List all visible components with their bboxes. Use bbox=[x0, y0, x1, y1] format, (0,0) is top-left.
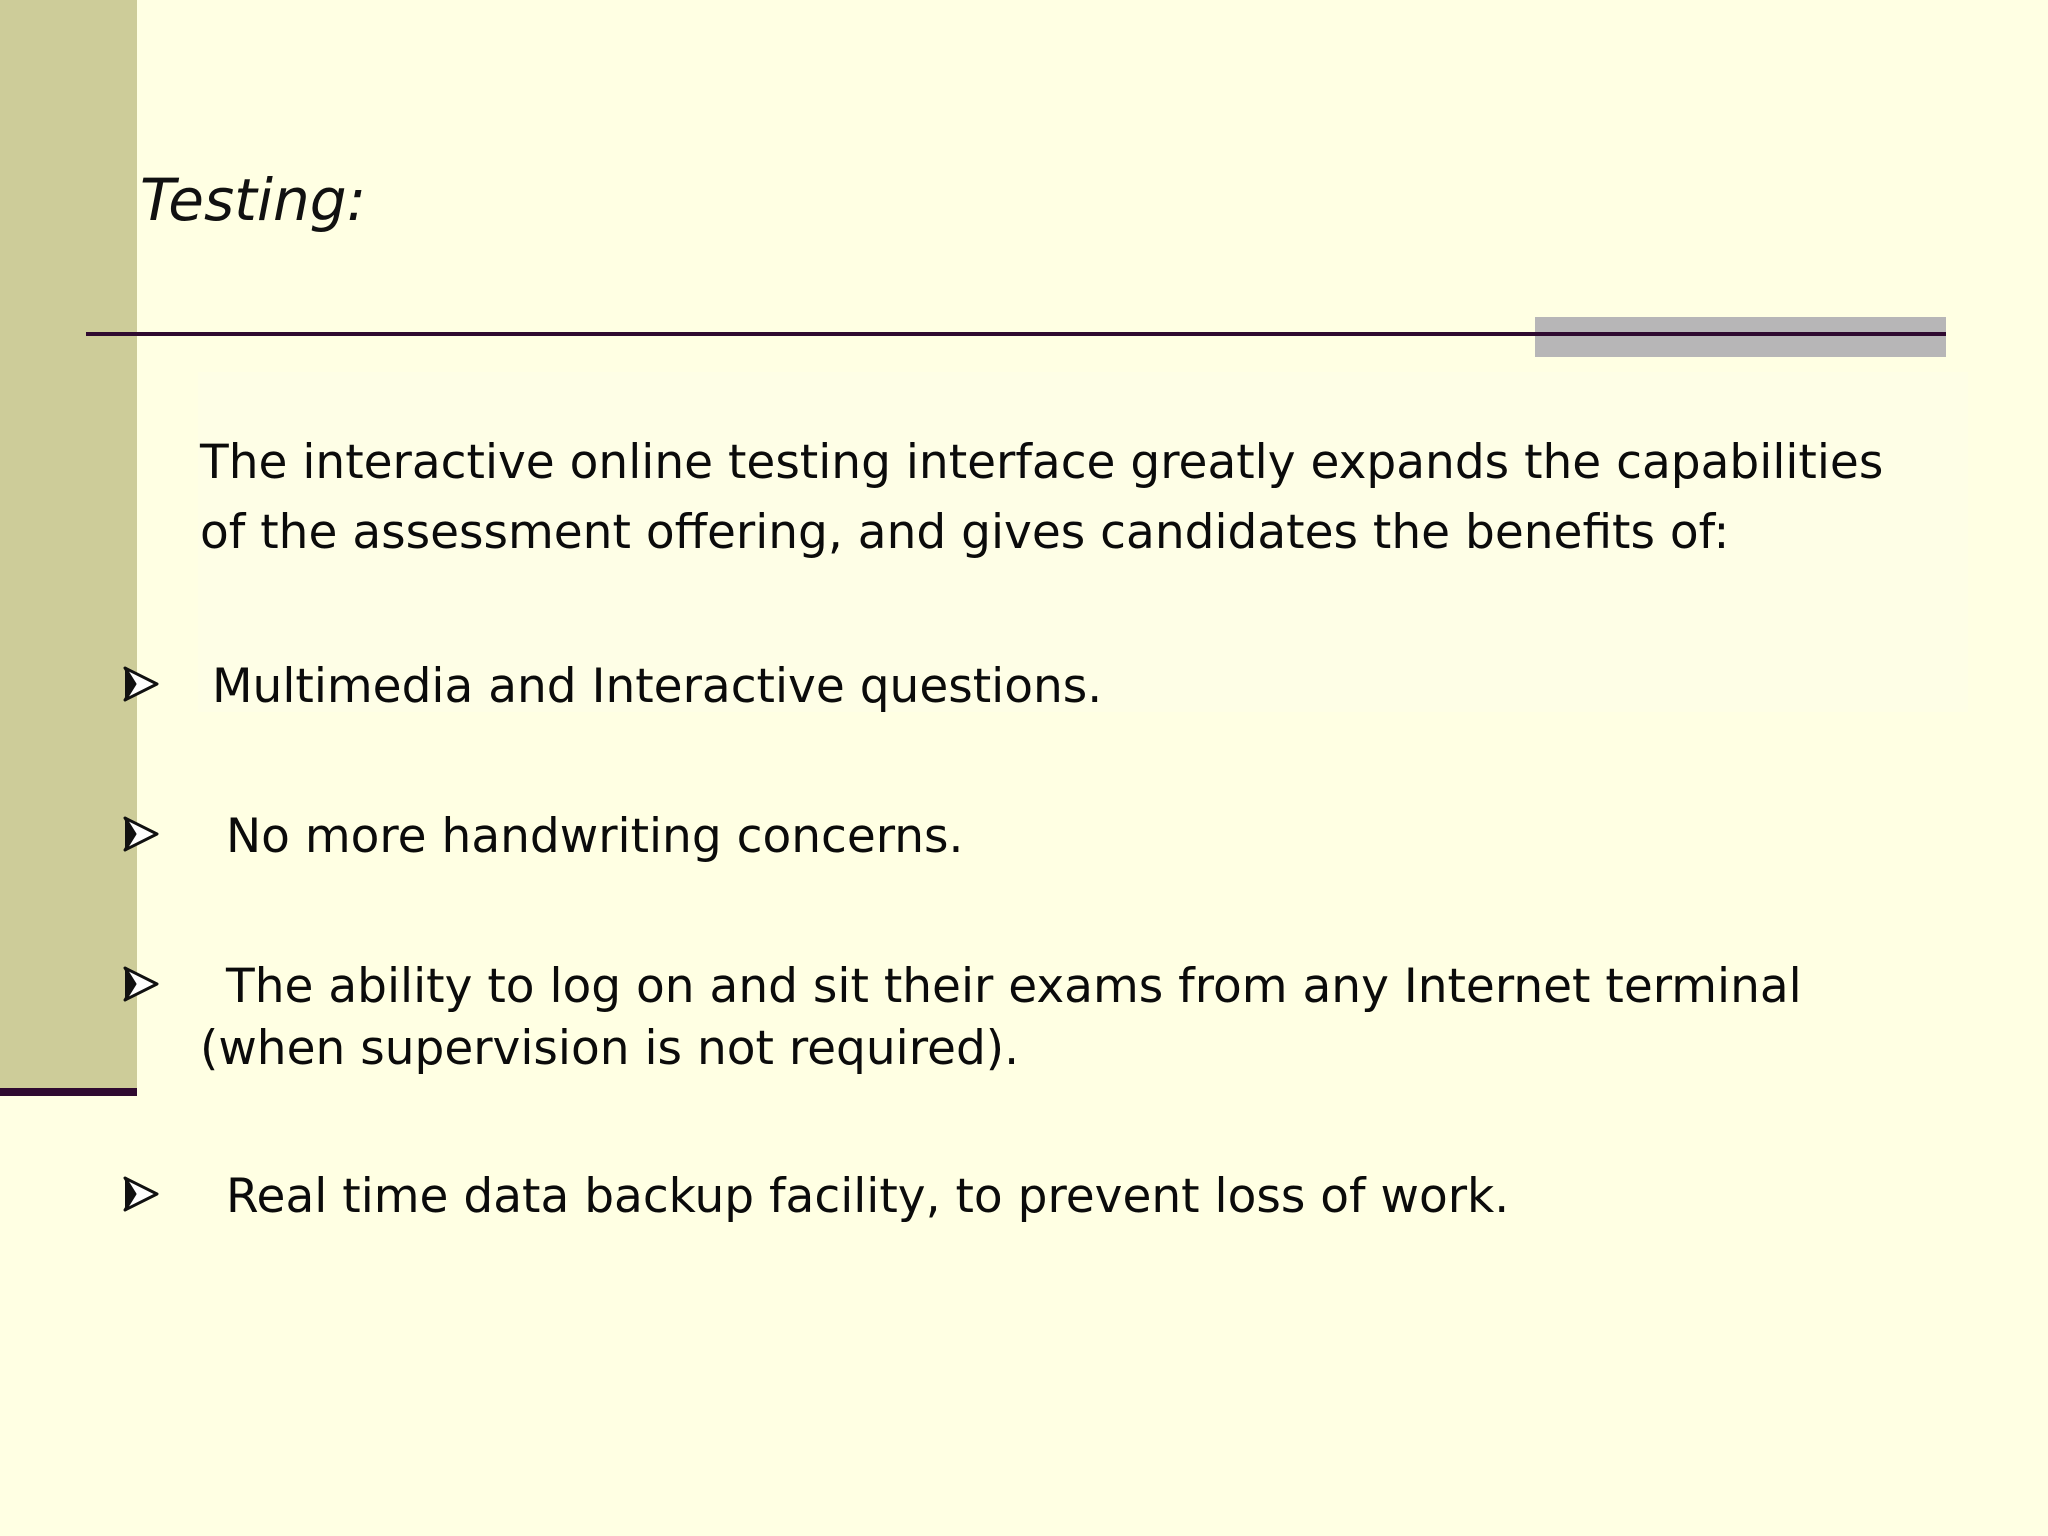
left-decorative-band bbox=[0, 0, 137, 1088]
intro-paragraph: The interactive online testing interface greatly expands the capabilities of the assessment offering, and gives candidates the benefits of: bbox=[200, 435, 1884, 560]
bullet-item bbox=[122, 806, 1952, 876]
bullet-text: The ability to log on and sit their exams from any Internet terminal (when supervision is not required). bbox=[200, 959, 1817, 1076]
bullet-text: No more handwriting concerns. bbox=[226, 809, 964, 864]
bullet-text: Real time data backup facility, to prevent loss of work. bbox=[226, 1169, 1510, 1224]
arrowhead-bullet-icon bbox=[122, 664, 162, 704]
slide-title: Testing: bbox=[140, 166, 367, 234]
arrowhead-bullet-icon bbox=[122, 964, 162, 1004]
left-band-underline bbox=[0, 1088, 137, 1096]
bullet-text: Multimedia and Interactive questions. bbox=[212, 659, 1103, 714]
bullet-item bbox=[122, 1166, 1952, 1236]
bullet-item bbox=[122, 956, 1952, 1096]
arrowhead-bullet-icon bbox=[122, 814, 162, 854]
bullet-item bbox=[122, 656, 1952, 726]
title-rule-shadow bbox=[1535, 317, 1946, 357]
arrowhead-bullet-icon bbox=[122, 1174, 162, 1214]
